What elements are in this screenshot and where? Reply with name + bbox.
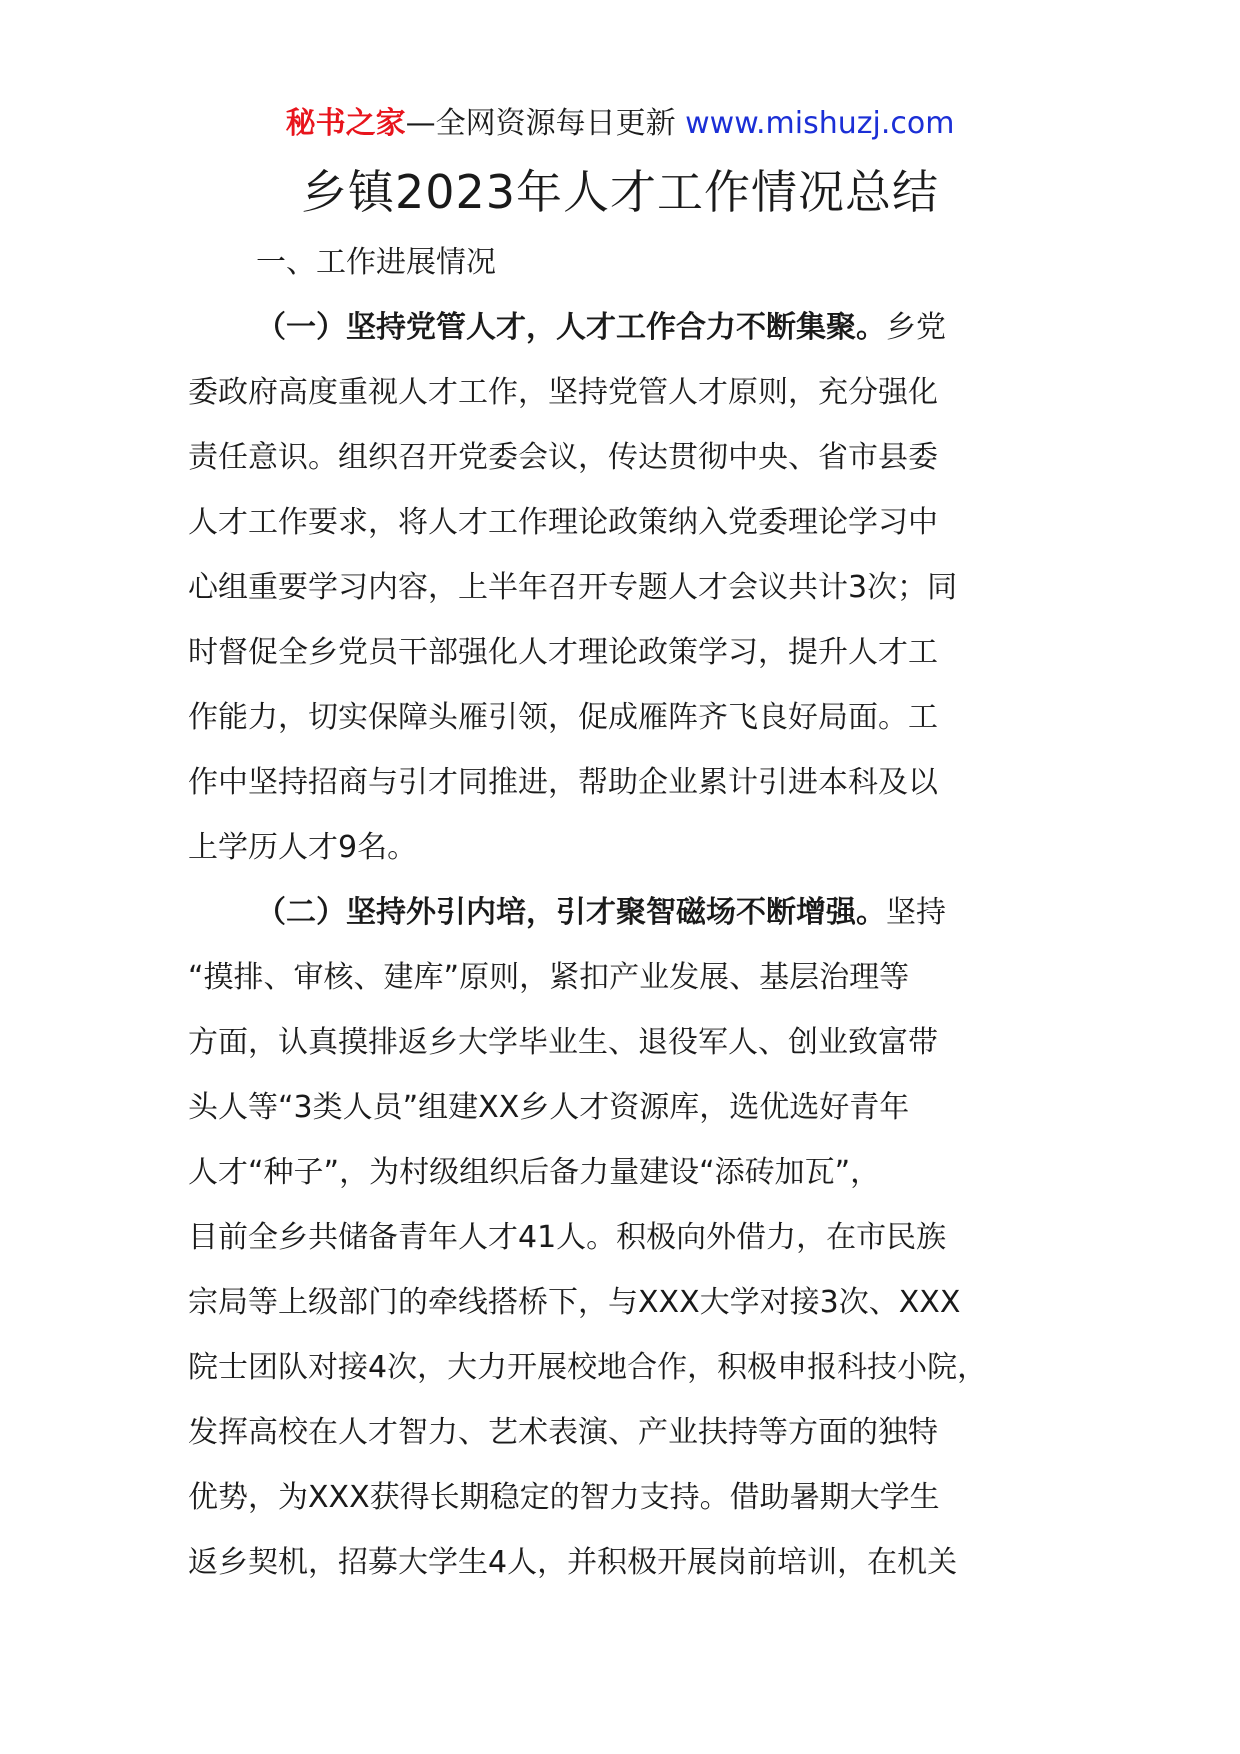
header-slogan: —全网资源每日更新 [405, 106, 676, 141]
paragraph-1-line: 责任意识。组织召开党委会议，传达贯彻中央、省市县委 [188, 440, 938, 475]
paragraph-1-line: 人才工作要求，将人才工作理论政策纳入党委理论学习中 [188, 505, 938, 540]
paragraph-2-line: 头人等“3类人员”组建XX乡人才资源库，选优选好青年 [188, 1090, 910, 1125]
paragraph-2-line: 方面，认真摸排返乡大学毕业生、退役军人、创业致富带 [188, 1025, 938, 1060]
paragraph-1-line: 上学历人才9名。 [188, 830, 418, 865]
paragraph-1-first-line [188, 295, 1068, 360]
brand-name: 秘书之家 [285, 106, 406, 141]
paragraph-2-line: 宗局等上级部门的牵线搭桥下，与XXX大学对接3次、XXX [188, 1285, 961, 1320]
paragraph-1-line: 委政府高度重视人才工作，坚持党管人才原则，充分强化 [188, 375, 938, 410]
paragraph-2-line: 院士团队对接4次，大力开展校地合作，积极申报科技小院， [188, 1350, 988, 1385]
section-heading: 一、工作进展情况 [256, 245, 496, 280]
paragraph-1-line: 时督促全乡党员干部强化人才理论政策学习，提升人才工 [188, 635, 938, 670]
site-header [0, 100, 1240, 148]
document-title: 乡镇2023年人才工作情况总结 [300, 165, 940, 219]
paragraph-2-line: 人才“种子”，为村级组织后备力量建设“添砖加瓦”， [188, 1155, 881, 1190]
paragraph-2-line: 发挥高校在人才智力、艺术表演、产业扶持等方面的独特 [188, 1415, 938, 1450]
document-body [188, 230, 1068, 1595]
paragraph-1-text: 乡党 [886, 310, 946, 345]
paragraph-2-heading: （二）坚持外引内培，引才聚智磁场不断增强。 [256, 895, 886, 930]
site-url-link[interactable]: www.mishuzj.com [685, 106, 955, 141]
paragraph-2-line: “摸排、审核、建库”原则，紧扣产业发展、基层治理等 [188, 960, 910, 995]
paragraph-2-text: 坚持 [886, 895, 946, 930]
paragraph-2-line: 返乡契机，招募大学生4人，并积极开展岗前培训，在机关 [188, 1545, 958, 1580]
paragraph-1-line: 心组重要学习内容，上半年召开专题人才会议共计3次；同 [188, 570, 958, 605]
paragraph-1-line: 作能力，切实保障头雁引领，促成雁阵齐飞良好局面。工 [188, 700, 938, 735]
paragraph-2-line: 目前全乡共储备青年人才41人。积极向外借力，在市民族 [188, 1220, 947, 1255]
paragraph-1-line: 作中坚持招商与引才同推进，帮助企业累计引进本科及以 [188, 765, 938, 800]
paragraph-2-line: 优势，为XXX获得长期稳定的智力支持。借助暑期大学生 [188, 1480, 940, 1515]
paragraph-1-heading: （一）坚持党管人才，人才工作合力不断集聚。 [256, 310, 886, 345]
paragraph-2-first-line [188, 880, 1068, 945]
